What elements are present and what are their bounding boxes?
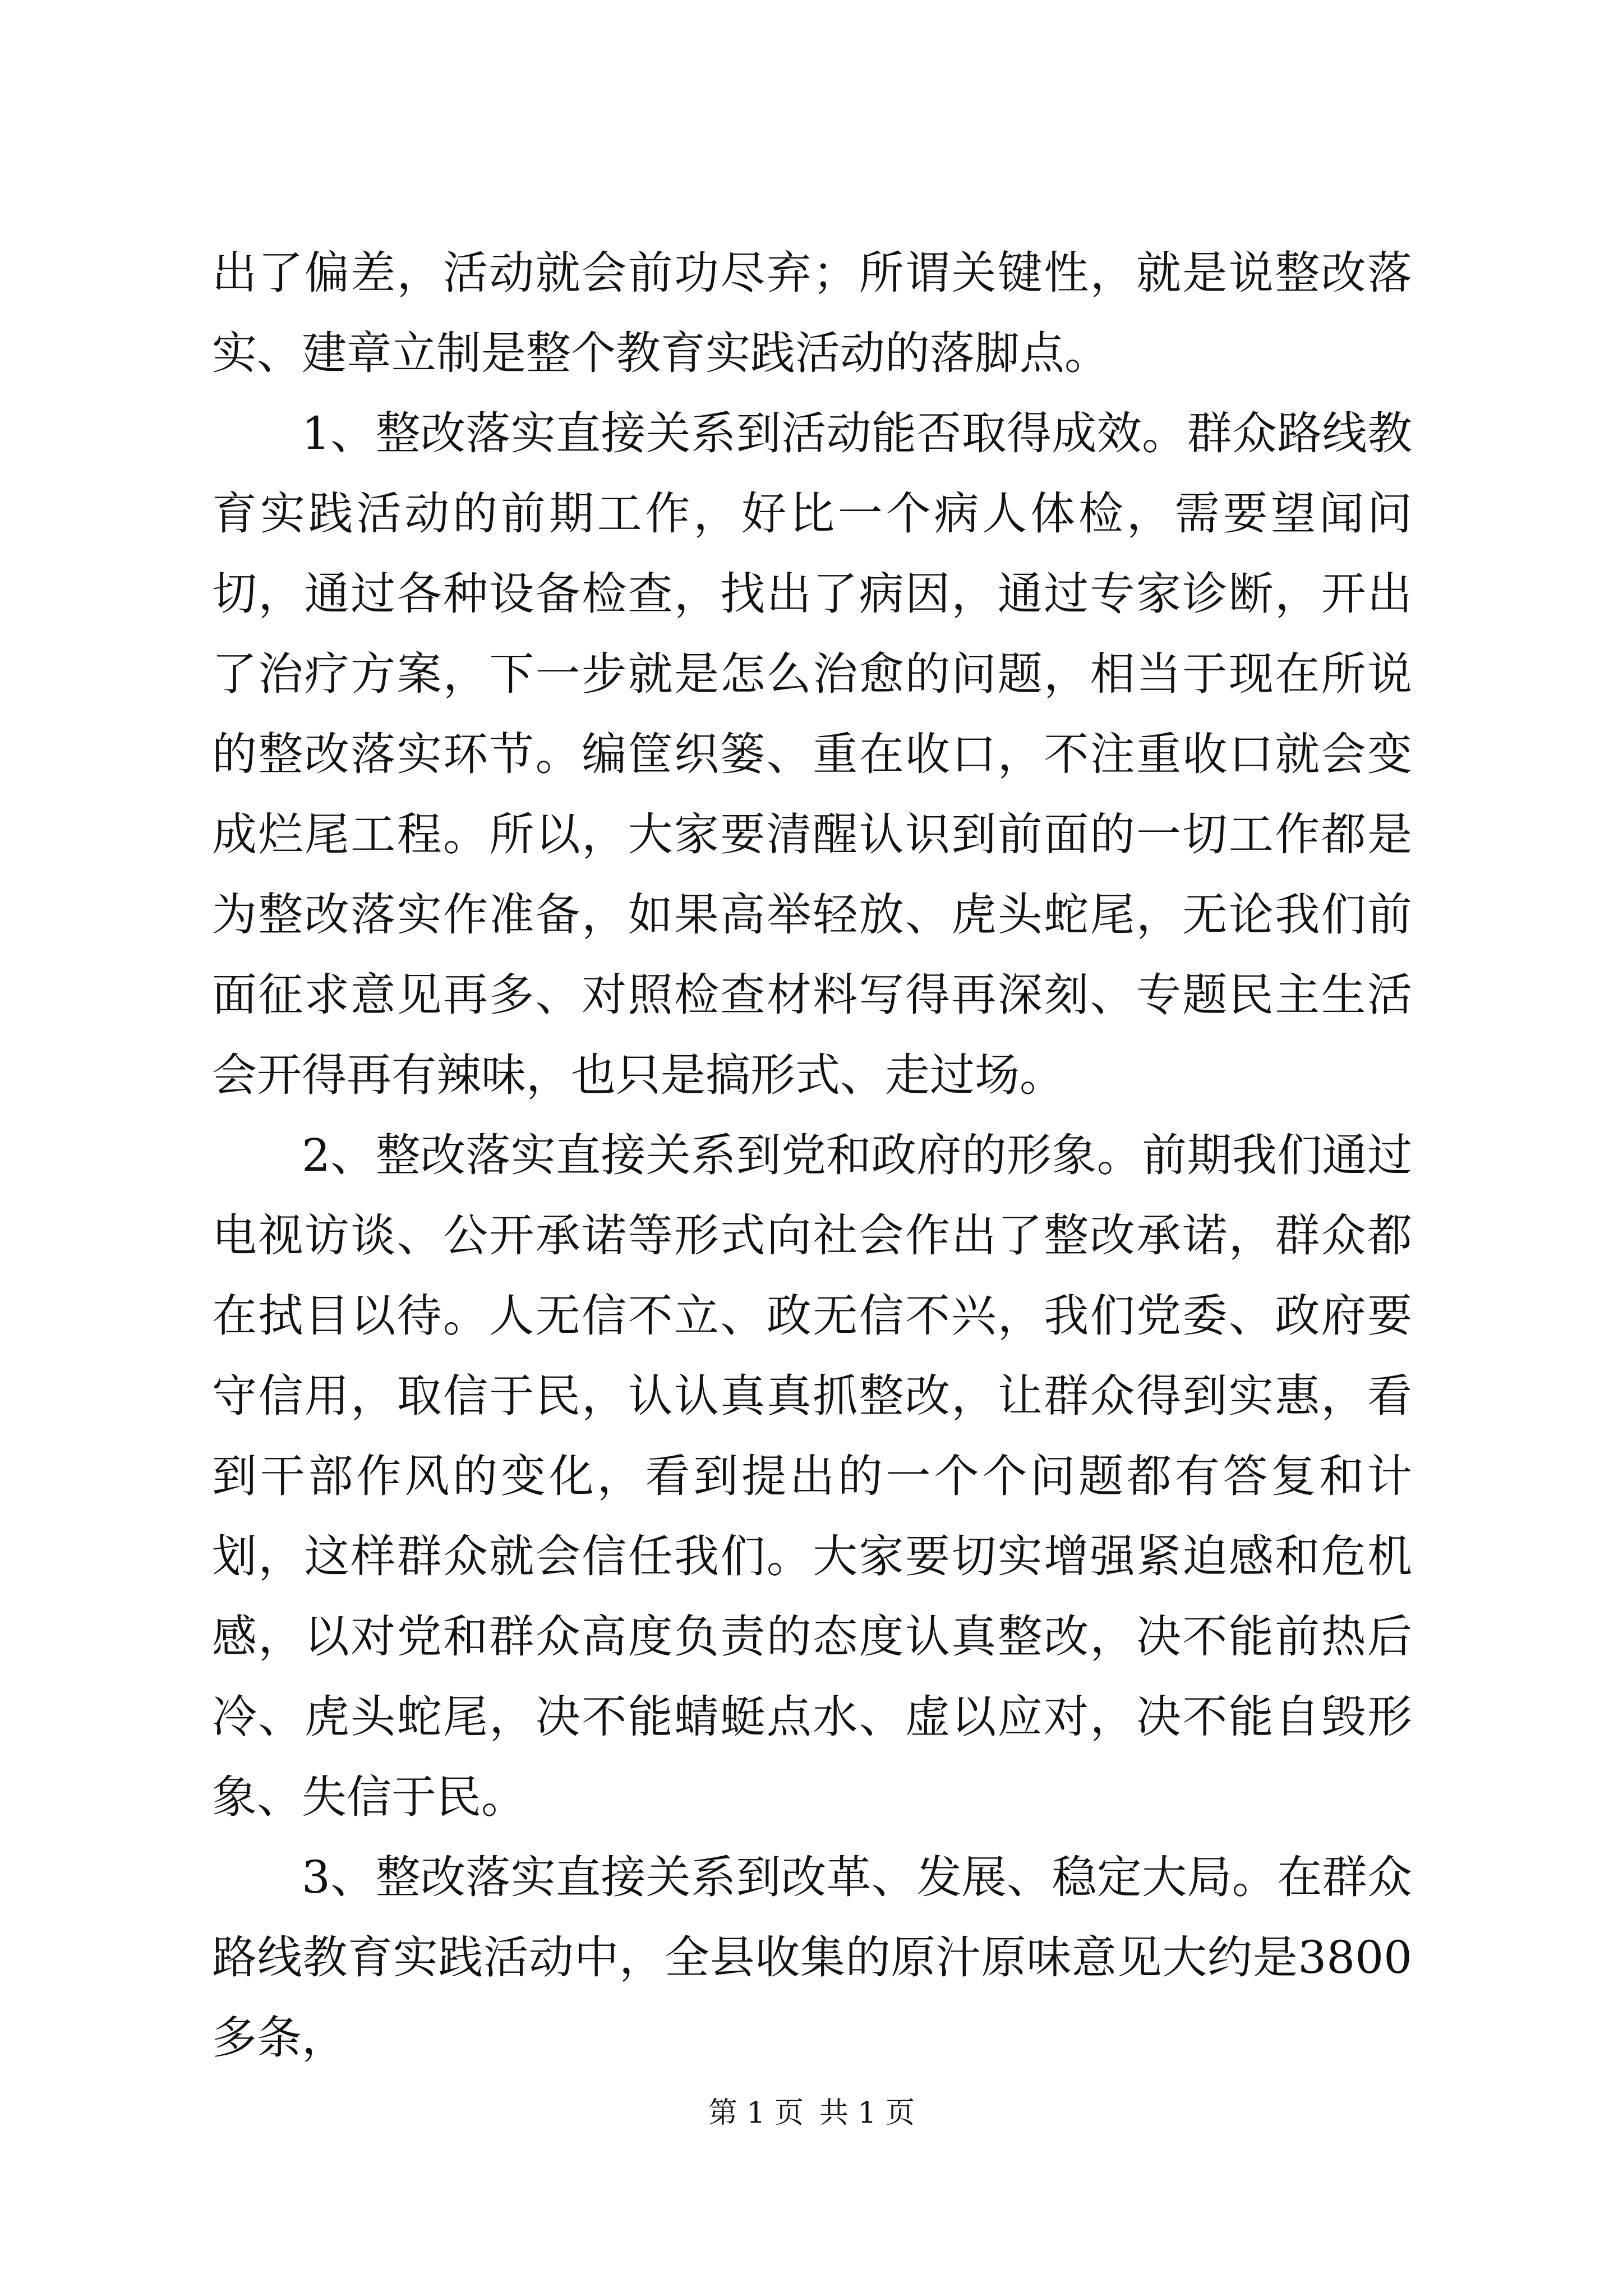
page-footer <box>0 2093 1623 2133</box>
paragraph-4: 3、整改落实直接关系到改革、发展、稳定大局。在群众路线教育实践活动中，全县收集的原汁原味意见大约是3800多条， <box>212 1851 1412 2064</box>
document-body <box>212 233 1412 2078</box>
page-number: 第 1 页 <box>708 2096 804 2130</box>
paragraph-3: 2、整改落实直接关系到党和政府的形象。前期我们通过电视访谈、公开承诺等形式向社会作出了整改承诺，群众都在拭目以待。人无信不立、政无信不兴，我们党委、政府要守信用，取信于民，认认真真抓整改，让群众得到实惠，看到干部作风的变化，看到提出的一个个问题都有答复和计划，这样群众就会信任我们。大家要切实增强紧迫感和危机感，以对党和群众高度负责的态度认真整改，决不能前热后冷、虎头蛇尾，决不能蜻蜓点水、虚以应对，决不能自毁形象、失信于民。 <box>212 1129 1412 1823</box>
page-total: 共 1 页 <box>819 2096 915 2130</box>
paragraph-1: 出了偏差，活动就会前功尽弃；所谓关键性，就是说整改落实、建章立制是整个教育实践活动的落脚点。 <box>212 247 1412 379</box>
paragraph-2: 1、整改落实直接关系到活动能否取得成效。群众路线教育实践活动的前期工作，好比一个病人体检，需要望闻问切，通过各种设备检查，找出了病因，通过专家诊断，开出了治疗方案，下一步就是怎么治愈的问题，相当于现在所说的整改落实环节。编筐织篓、重在收口，不注重收口就会变成烂尾工程。所以，大家要清醒认识到前面的一切工作都是为整改落实作准备，如果高举轻放、虎头蛇尾，无论我们前面征求意见再多、对照检查材料写得再深刻、专题民主生活会开得再有辣味，也只是搞形式、走过场。 <box>212 407 1412 1101</box>
